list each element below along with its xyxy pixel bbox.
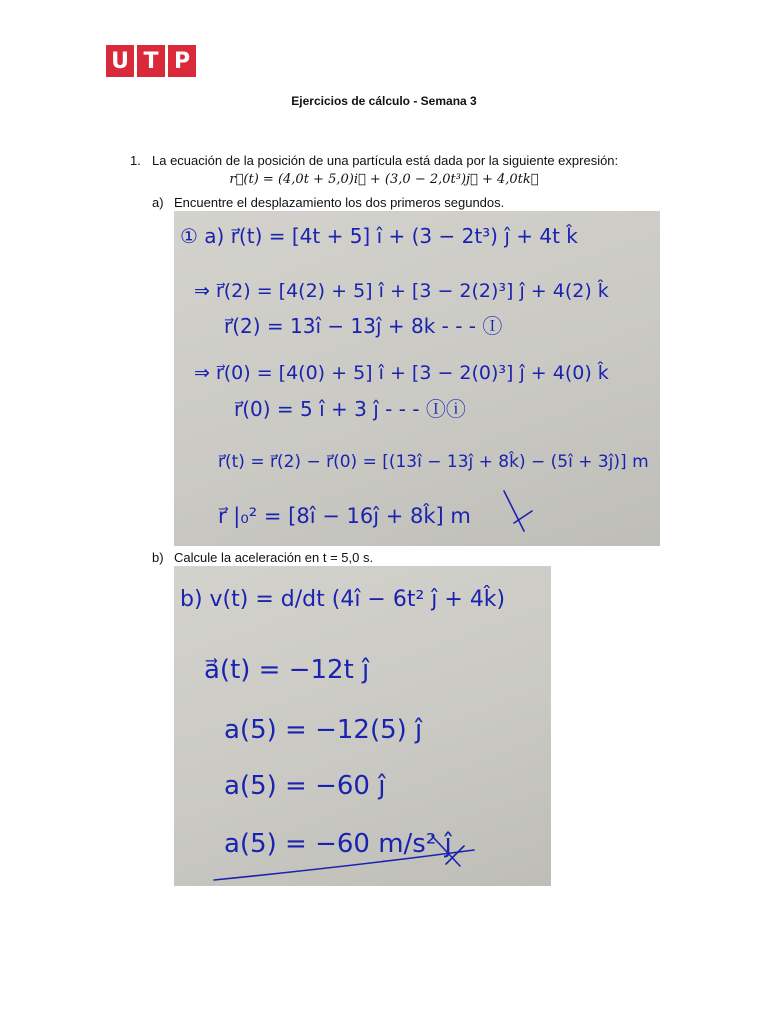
- part-a-text: Encuentre el desplazamiento los dos primeros segundos.: [174, 195, 505, 210]
- hw-a-line-2: ⇒ r⃗(2) = [4(2) + 5] î + [3 − 2(2)³] ĵ + 4(2) k̂: [194, 280, 609, 302]
- hw-a-line-7: r⃗ |₀² = [8î − 16ĵ + 8k̂] m: [218, 504, 471, 528]
- logo-letter-t: T: [137, 45, 165, 77]
- part-b-handwritten-photo: [174, 566, 551, 886]
- hw-a-line-4: ⇒ r⃗(0) = [4(0) + 5] î + [3 − 2(0)³] ĵ + 4(0) k̂: [194, 362, 609, 384]
- question-number: 1.: [130, 153, 141, 168]
- hw-a-line-3: r⃗(2) = 13î − 13ĵ + 8k - - - Ⓘ: [224, 314, 503, 338]
- hw-a-line-6: r⃗(t) = r⃗(2) − r⃗(0) = [(13î − 13ĵ + 8k̂) − (5î + 3ĵ)] m: [218, 452, 649, 472]
- position-equation: r⃗(t) = (4,0t + 5,0)i⃗ + (3,0 − 2,0t³)j⃗ + 4,0tk⃗: [229, 172, 539, 187]
- hw-b-line-3: a(5) = −12(5) ĵ: [224, 715, 423, 745]
- hw-b-line-5: a(5) = −60 m/s² ĵ: [224, 829, 452, 859]
- logo-letter-p: P: [168, 45, 196, 77]
- part-a-label: a): [152, 195, 164, 210]
- part-a-handwritten-photo: [174, 211, 660, 546]
- hw-a-checkmark: [504, 491, 532, 531]
- part-b-label: b): [152, 550, 164, 565]
- hw-a-line-5: r⃗(0) = 5 î + 3 ĵ - - - Ⓘⓘ: [234, 397, 466, 421]
- utp-logo: [106, 45, 196, 77]
- logo-letter-u: U: [106, 45, 134, 77]
- question-text: La ecuación de la posición de una partícula está dada por la siguiente expresión:: [152, 153, 619, 168]
- part-b-text: Calcule la aceleración en t = 5,0 s.: [174, 550, 374, 565]
- hw-a-line-1: ① a) r⃗(t) = [4t + 5] î + (3 − 2t³) ĵ + 4t k̂: [180, 224, 578, 248]
- hw-b-line-4: a(5) = −60 ĵ: [224, 771, 386, 801]
- hw-b-line-2: a⃗(t) = −12t ĵ: [204, 655, 370, 685]
- hw-b-line-1: b) v(t) = d/dt (4î − 6t² ĵ + 4k̂): [180, 587, 506, 612]
- document-title: Ejercicios de cálculo - Semana 3: [291, 94, 477, 108]
